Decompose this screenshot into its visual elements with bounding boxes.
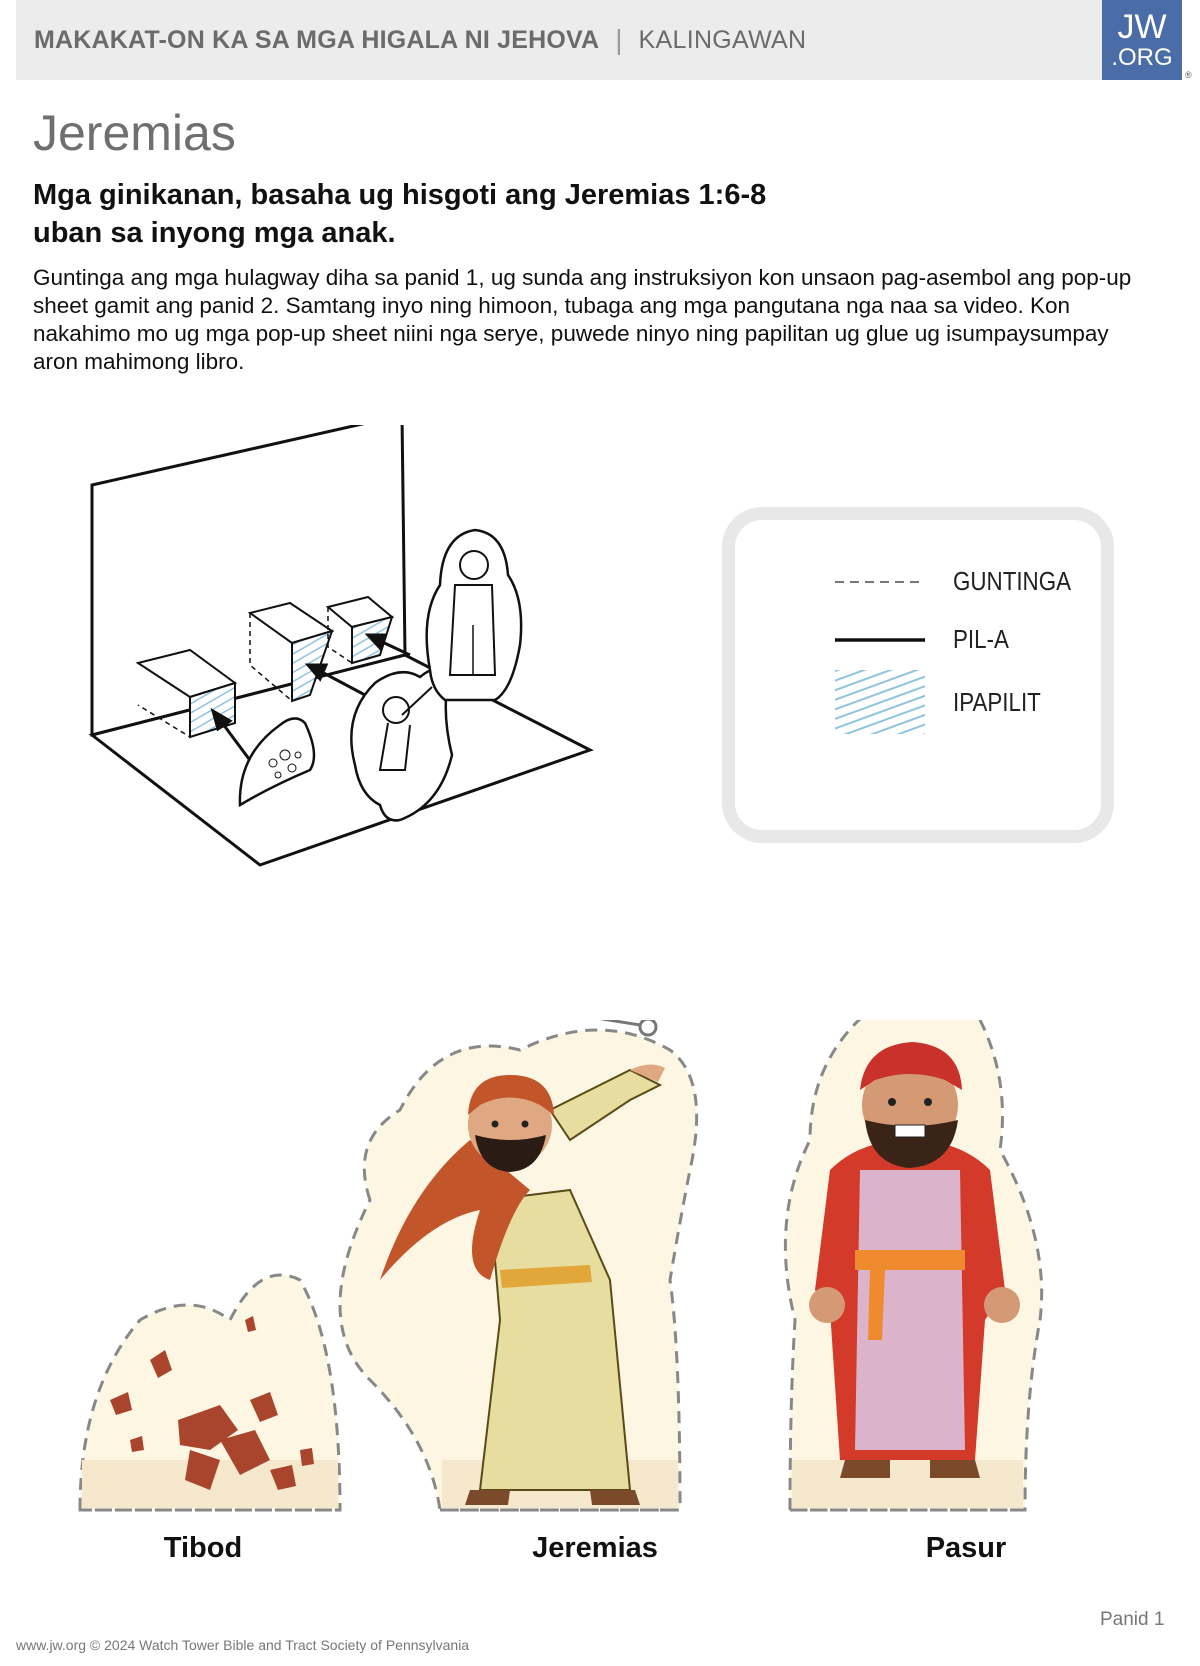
logo-jw-text: JW — [1117, 8, 1167, 46]
dashed-line-icon — [835, 576, 925, 588]
page-title: Jeremias — [33, 105, 236, 161]
header-separator: | — [615, 24, 623, 55]
popup-assembly-diagram — [80, 425, 640, 925]
legend-box — [722, 507, 1114, 843]
cutout-figures — [70, 1020, 1130, 1580]
caption-tibod: Tibod — [163, 1532, 243, 1564]
page-number: Panid 1 — [1100, 1609, 1165, 1630]
caption-jeremias: Jeremias — [532, 1532, 658, 1564]
jeremiah-figure-icon — [340, 1020, 697, 1510]
legend-glue-label: IPAPILIT — [953, 686, 1041, 717]
legend-glue — [835, 670, 1055, 734]
subtitle-line-1: Mga ginikanan, basaha ug hisgoti ang Jeremias 1:6-8 — [33, 179, 767, 211]
pashhur-figure-icon — [785, 1020, 1041, 1510]
hatched-area-icon — [835, 670, 925, 734]
legend-cut — [835, 566, 1090, 597]
pashhur-cutout-sketch — [427, 530, 521, 700]
registered-mark: ® — [1185, 70, 1192, 80]
copyright-footer[interactable]: www.jw.org © 2024 Watch Tower Bible and Tract Society of Pennsylvania — [16, 1637, 470, 1653]
legend-cut-label: GUNTINGA — [953, 566, 1072, 596]
solid-line-icon — [835, 634, 925, 646]
legend-fold-label: PIL-A — [953, 624, 1009, 654]
subtitle-line-2: uban sa inyong mga anak. — [33, 217, 396, 249]
language-label: KALINGAWAN — [638, 25, 807, 54]
legend-fold — [835, 624, 1018, 655]
subtitle — [33, 176, 933, 252]
caption-pasur: Pasur — [925, 1532, 1007, 1564]
instructions-text: Guntinga ang mga hulagway diha sa panid 1, ug sunda ang instruksiyon kon unsaon pag-asembol ang pop-up sheet gamit ang panid 2. Samtang inyo ning himoon, tubaga ang mga pangutana nga naa sa video. Kon nakahimo mo ug mga pop-up sheet niini nga serye, puwede ninyo ning papilitan ug glue ug isumpaysumpay aron mahimong libro. — [33, 265, 1132, 374]
header-bar — [16, 0, 1102, 80]
rubble-icon — [80, 1275, 340, 1510]
jw-org-logo[interactable] — [1102, 0, 1182, 80]
series-title: MAKAKAT-ON KA SA MGA HIGALA NI JEHOVA — [34, 25, 600, 54]
logo-org-text: .ORG — [1111, 44, 1173, 71]
